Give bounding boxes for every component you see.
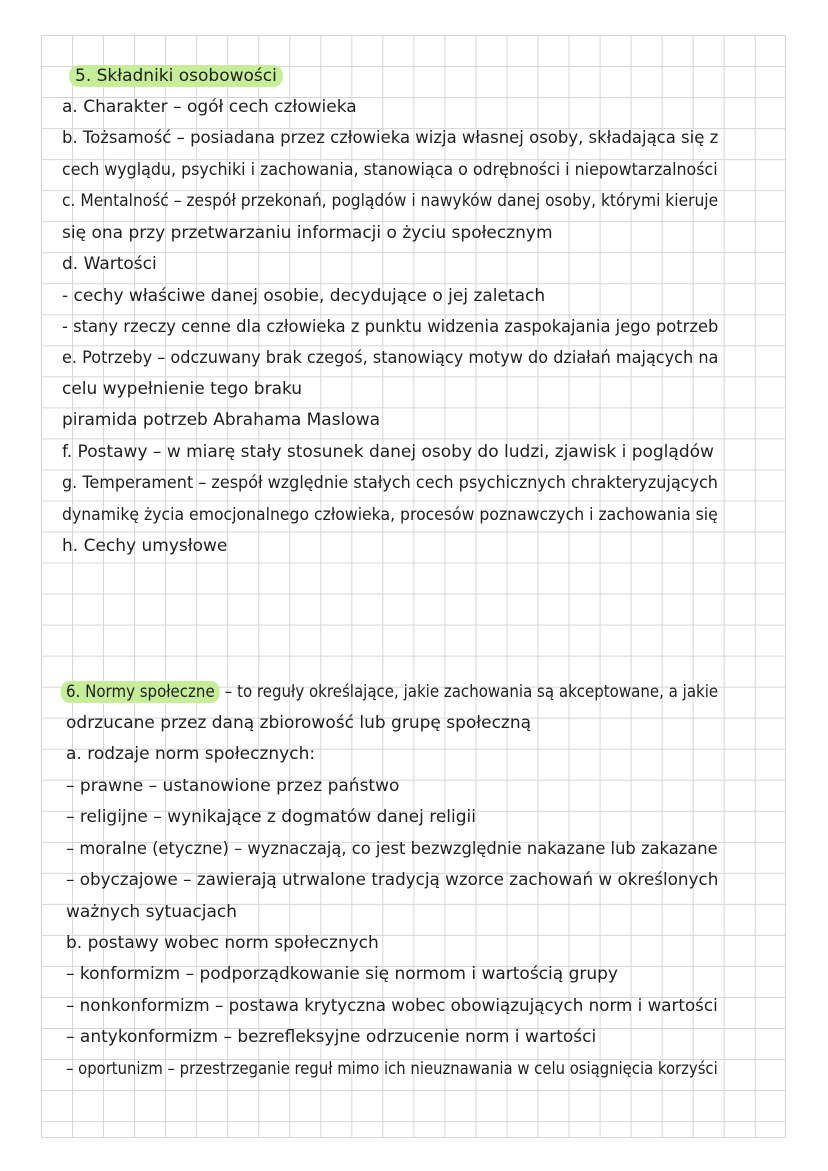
note-line: cech wyglądu, psychiki i zachowania, stanowiąca o odrębności i niepowtarzalności — [62, 160, 718, 180]
note-line: a. Charakter – ogół cech człowieka — [62, 97, 357, 117]
note-line: – antykonformizm – bezrefleksyjne odrzucenie norm i wartości — [66, 1027, 597, 1047]
note-line: b. postawy wobec norm społecznych — [66, 933, 379, 953]
note-line: – moralne (etyczne) – wyznaczają, co jest bezwzględnie nakazane lub zakazane — [66, 839, 718, 859]
note-line: się ona przy przetwarzaniu informacji o życiu społecznym — [62, 223, 553, 243]
note-line: ważnych sytuacjach — [66, 902, 237, 922]
note-line: – religijne – wynikające z dogmatów danej religii — [66, 807, 476, 827]
note-line: – oportunizm – przestrzeganie reguł mimo ich nieuznawania w celu osiągnięcia korzyści — [66, 1059, 718, 1079]
note-line: d. Wartości — [62, 254, 157, 274]
note-line: - stany rzeczy cenne dla człowieka z punktu widzenia zaspokajania jego potrzeb — [62, 317, 719, 337]
heading-highlight: 6. Normy społeczne — [61, 681, 220, 703]
note-line: odrzucane przez daną zbiorowość lub grupę społeczną — [66, 713, 532, 733]
heading-highlight: 5. Składniki osobowości — [69, 65, 283, 87]
note-line: b. Tożsamość – posiadana przez człowieka wizja własnej osoby, składająca się z — [62, 128, 719, 148]
section-6-heading — [66, 681, 718, 703]
note-line: – prawne – ustanowione przez państwo — [66, 776, 400, 796]
note-line: c. Mentalność – zespół przekonań, poglądów i nawyków danej osoby, którymi kieruje — [62, 191, 719, 211]
note-line: – obyczajowe – zawierają utrwalone tradycją wzorce zachowań w określonych — [66, 870, 719, 890]
heading-definition: – to reguły określające, jakie zachowania są akceptowane, a jakie — [220, 682, 719, 702]
note-line: h. Cechy umysłowe — [62, 536, 228, 556]
note-line: f. Postawy – w miarę stały stosunek danej osoby do ludzi, zjawisk i poglądów — [62, 442, 714, 462]
note-line: g. Temperament – zespół względnie stałych cech psychicznych chrakteryzujących — [62, 473, 718, 493]
note-line: piramida potrzeb Abrahama Maslowa — [62, 410, 381, 430]
note-line: – konformizm – podporządkowanie się normom i wartością grupy — [66, 964, 618, 984]
note-line: dynamikę życia emocjonalnego człowieka, procesów poznawczych i zachowania się — [62, 505, 718, 525]
note-line: a. rodzaje norm społecznych: — [66, 744, 316, 764]
note-line: celu wypełnienie tego braku — [62, 379, 303, 399]
section-5-heading — [75, 65, 283, 87]
note-line: e. Potrzeby – odczuwany brak czegoś, stanowiący motyw do działań mających na — [62, 348, 719, 368]
note-line: - cechy właściwe danej osobie, decydujące o jej zaletach — [62, 286, 546, 306]
note-line: – nonkonformizm – postawa krytyczna wobec obowiązujących norm i wartości — [66, 996, 718, 1016]
